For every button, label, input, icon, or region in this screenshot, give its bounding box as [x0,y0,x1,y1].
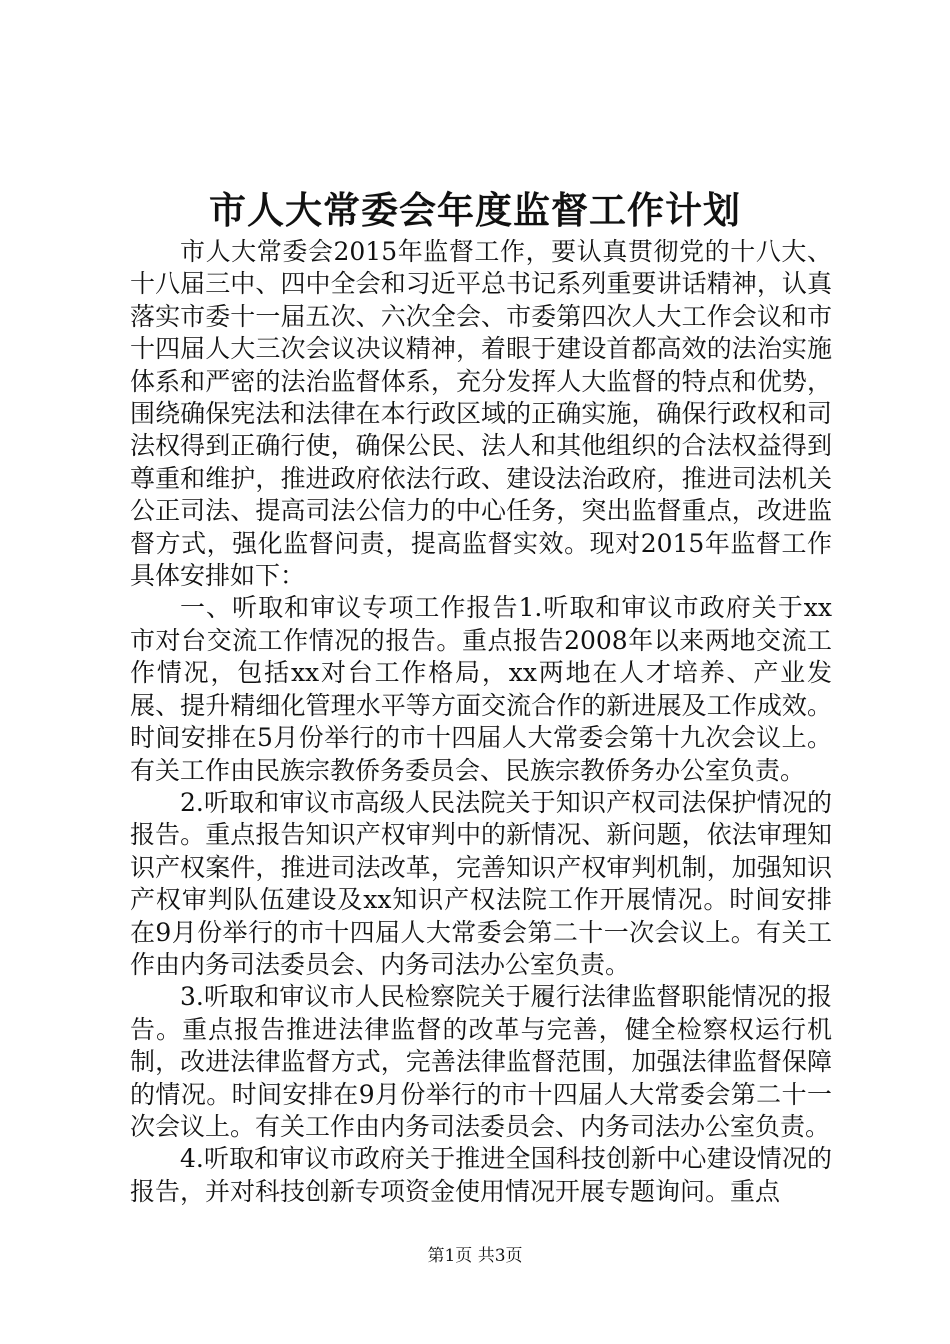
item-4-paragraph: 4.听取和审议市政府关于推进全国科技创新中心建设情况的报告，并对科技创新专项资金使用情况开展专题询问。重点 [130,1144,832,1206]
document-title: 市人大常委会年度监督工作计划 [209,188,741,232]
section-1-item-1-paragraph: 一、听取和审议专项工作报告1.听取和审议市政府关于xx市对台交流工作情况的报告。重点报告2008年以来两地交流工作情况，包括xx对台工作格局，xx两地在人才培养、产业发展、提升精细化管理水平等方面交流合作的新进展及工作成效。时间安排在5月份举行的市十四届人大常委会第十九次会议上。有关工作由民族宗教侨务委员会、民族宗教侨务办公室负责。 [130,593,832,785]
item-3-paragraph: 3.听取和审议市人民检察院关于履行法律监督职能情况的报告。重点报告推进法律监督的改革与完善，健全检察权运行机制，改进法律监督方式，完善法律监督范围，加强法律监督保障的情况。时间安排在9月份举行的市十四届人大常委会第二十一次会议上。有关工作由内务司法委员会、内务司法办公室负责。 [130,982,832,1141]
intro-paragraph: 市人大常委会2015年监督工作，要认真贯彻党的十八大、十八届三中、四中全会和习近平总书记系列重要讲话精神，认真落实市委十一届五次、六次全会、市委第四次人大工作会议和市十四届人大三次会议决议精神，着眼于建设首都高效的法治实施体系和严密的法治监督体系，充分发挥人大监督的特点和优势，围绕确保宪法和法律在本行政区域的正确实施，确保行政权和司法权得到正确行使，确保公民、法人和其他组织的合法权益得到尊重和维护，推进政府依法行政、建设法治政府，推进司法机关公正司法、提高司法公信力的中心任务，突出监督重点，改进监督方式，强化监督问责，提高监督实效。现对2015年监督工作具体安排如下： [130,237,832,591]
page-number-footer: 第1页 共3页 [427,1246,523,1266]
document-body [130,236,832,1208]
item-2-paragraph: 2.听取和审议市高级人民法院关于知识产权司法保护情况的报告。重点报告知识产权审判中的新情况、新问题，依法审理知识产权案件，推进司法改革，完善知识产权审判机制，加强知识产权审判队伍建设及xx知识产权法院工作开展情况。时间安排在9月份举行的市十四届人大常委会第二十一次会议上。有关工作由内务司法委员会、内务司法办公室负责。 [130,787,832,979]
